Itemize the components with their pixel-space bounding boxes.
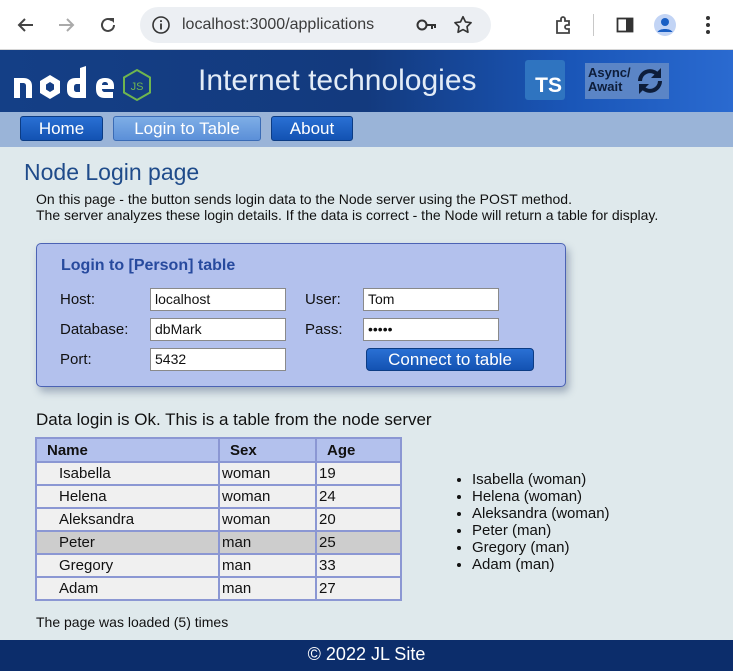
password-input[interactable]: ••••• [363, 318, 499, 341]
list-item: • Adam (man) [472, 556, 610, 573]
async-await-logo: Async/ Await [585, 63, 669, 99]
column-header-sex: Sex [219, 438, 316, 462]
user-label: User: [305, 291, 341, 308]
list-item: • Isabella (woman) [472, 471, 610, 488]
nodejs-logo [12, 58, 160, 106]
browser-toolbar [0, 0, 733, 50]
column-header-age: Age [316, 438, 401, 462]
login-status-message: Data login is Ok. This is a table from the node server [36, 410, 432, 429]
site-info-icon[interactable] [150, 14, 172, 36]
cell-sex: man [219, 554, 316, 577]
forward-icon[interactable] [54, 13, 78, 37]
bookmark-star-icon[interactable] [452, 14, 474, 36]
svg-text:JS: JS [130, 81, 144, 93]
toolbar-divider [593, 14, 594, 36]
pass-label: Pass: [305, 321, 343, 338]
table-row-highlighted[interactable] [36, 531, 401, 554]
address-bar[interactable] [140, 7, 491, 43]
cell-sex: woman [219, 485, 316, 508]
list-item: • Aleksandra (woman) [472, 505, 610, 522]
cell-sex: woman [219, 508, 316, 531]
profile-avatar-icon[interactable] [653, 13, 677, 37]
page-load-counter: The page was loaded (5) times [36, 614, 229, 630]
cell-age: 19 [316, 462, 401, 485]
cell-sex: woman [219, 462, 316, 485]
site-footer: © 2022 JL Site [0, 640, 733, 671]
page-title: Node Login page [24, 159, 200, 185]
table-row[interactable] [36, 508, 401, 531]
sync-arrows-icon [634, 65, 666, 97]
cell-name: Helena [36, 485, 219, 508]
cell-age: 24 [316, 485, 401, 508]
typescript-logo: TS [525, 60, 565, 100]
table-row[interactable] [36, 577, 401, 600]
cell-sex: man [219, 531, 316, 554]
column-header-name: Name [36, 438, 219, 462]
host-label: Host: [60, 291, 96, 308]
connect-to-table-button[interactable]: Connect to table [366, 348, 534, 371]
key-icon[interactable] [416, 15, 438, 35]
user-input[interactable]: Tom [363, 288, 499, 311]
menu-kebab-icon[interactable] [696, 13, 720, 37]
cell-name: Adam [36, 577, 219, 600]
cell-sex: man [219, 577, 316, 600]
table-row[interactable] [36, 485, 401, 508]
port-input[interactable]: 5432 [150, 348, 286, 371]
list-item: • Helena (woman) [472, 488, 610, 505]
table-row[interactable] [36, 462, 401, 485]
port-label: Port: [60, 351, 92, 368]
main-navigation [0, 112, 733, 147]
cell-age: 25 [316, 531, 401, 554]
intro-text: On this page - the button sends login data to the Node server using the POST method. The server analyzes these login details. If the data is correct - the Node will return a table for display. [36, 191, 659, 223]
nav-login-to-table-button[interactable]: Login to Table [113, 116, 261, 141]
person-table [35, 437, 402, 601]
person-list [472, 471, 610, 573]
login-form-title: Login to [Person] table [61, 257, 236, 274]
cell-name: Isabella [36, 462, 219, 485]
nav-home-button[interactable]: Home [20, 116, 103, 141]
cell-age: 27 [316, 577, 401, 600]
list-item: • Gregory (man) [472, 539, 610, 556]
table-header-row [36, 438, 401, 462]
cell-name: Peter [36, 531, 219, 554]
cell-age: 33 [316, 554, 401, 577]
database-label: Database: [60, 321, 129, 338]
table-row[interactable] [36, 554, 401, 577]
extensions-icon[interactable] [552, 13, 576, 37]
host-input[interactable]: localhost [150, 288, 286, 311]
site-title: Internet technologies [198, 64, 477, 97]
cell-name: Aleksandra [36, 508, 219, 531]
reload-icon[interactable] [96, 13, 120, 37]
database-input[interactable]: dbMark [150, 318, 286, 341]
cell-age: 20 [316, 508, 401, 531]
list-item: • Peter (man) [472, 522, 610, 539]
login-form [36, 243, 566, 387]
side-panel-icon[interactable] [613, 13, 637, 37]
site-banner [0, 50, 733, 112]
cell-name: Gregory [36, 554, 219, 577]
nav-about-button[interactable]: About [271, 116, 353, 141]
url-text[interactable]: localhost:3000/applications [182, 16, 375, 33]
back-icon[interactable] [14, 13, 38, 37]
